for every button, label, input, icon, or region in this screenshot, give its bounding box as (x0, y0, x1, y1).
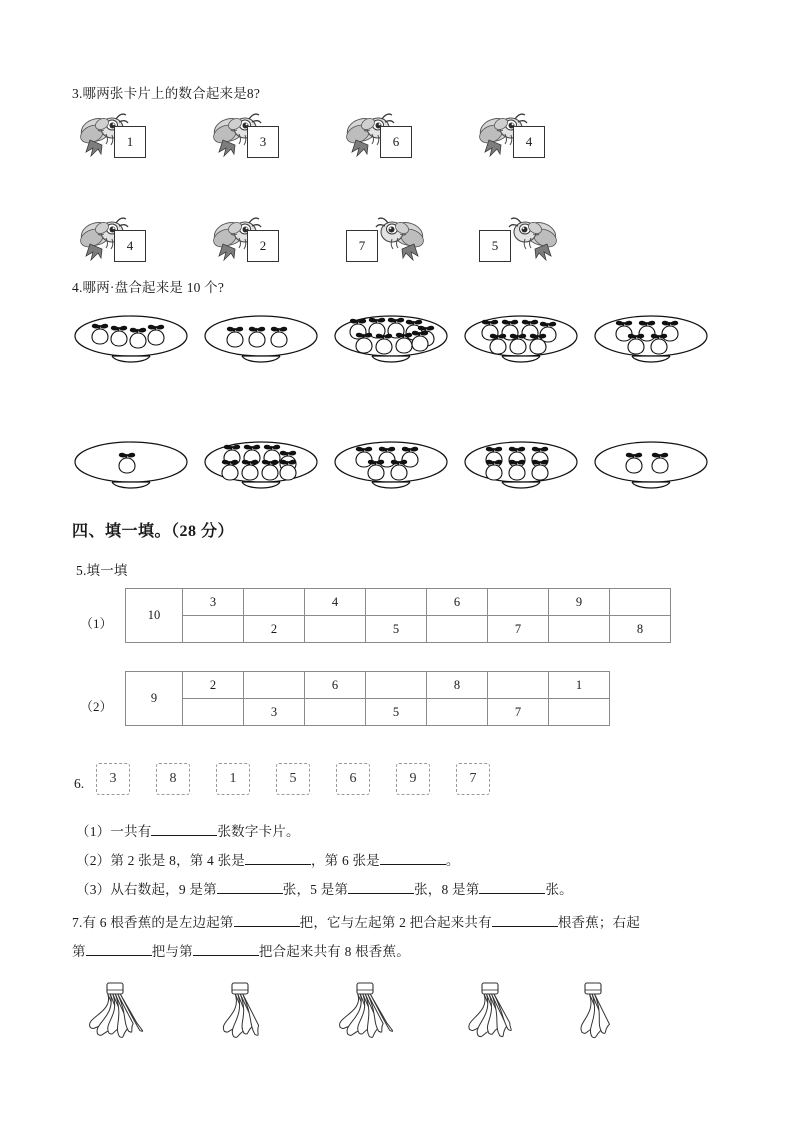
table-cell-value: 5 (366, 616, 427, 643)
banana-bunch[interactable] (322, 980, 418, 1061)
table-cell-blank[interactable] (305, 699, 366, 726)
q7-blank-1[interactable] (234, 926, 300, 927)
apple-icon (540, 322, 556, 342)
q7-blank-4[interactable] (193, 955, 259, 956)
apple-plate[interactable] (462, 438, 580, 501)
table-1-label: （1） (80, 616, 113, 631)
table-cell-blank[interactable] (549, 616, 610, 643)
bee-card-row-2 (76, 212, 716, 272)
banana-bunch-icon (197, 980, 293, 1056)
q6-sub3-text-b: 张，5 是第 (282, 882, 349, 897)
apple-plate[interactable] (592, 438, 710, 501)
fill-table-2[interactable] (125, 671, 610, 726)
q6-sub2-text-b: ，第 6 张是 (310, 853, 380, 868)
question-5-text: 5.填一填 (76, 563, 128, 578)
q6-sub2-text-a: （2）第 2 张是 8，第 4 张是 (76, 853, 245, 868)
bee-number-box[interactable]: 4 (114, 230, 146, 262)
section-4-heading: 四、填一填。（28 分） (72, 523, 235, 540)
number-card[interactable]: 8 (156, 763, 190, 795)
table-cell-value: 4 (305, 589, 366, 616)
q7-blank-3[interactable] (86, 955, 152, 956)
apple-icon (652, 453, 668, 473)
q7-blank-2[interactable] (492, 926, 558, 927)
q7-line2-text-a: 第 (72, 944, 86, 959)
apple-icon (271, 327, 287, 347)
apple-icon (356, 333, 372, 353)
banana-bunch[interactable] (197, 980, 293, 1061)
table-cell-value: 7 (488, 616, 549, 643)
apple-plate-icon (592, 312, 710, 370)
number-card[interactable]: 1 (216, 763, 250, 795)
apple-icon (412, 331, 428, 351)
table-cell-value: 3 (183, 589, 244, 616)
table-lead-cell: 9 (126, 672, 183, 726)
apple-plate[interactable] (332, 312, 450, 375)
apple-plate[interactable] (202, 438, 320, 501)
apple-plate[interactable] (202, 312, 320, 375)
apple-plate-row-1 (72, 312, 732, 382)
bee-icon (370, 214, 428, 266)
table-cell-blank[interactable] (488, 672, 549, 699)
question-7-line-1 (72, 913, 640, 933)
apple-icon (509, 460, 525, 480)
number-card[interactable]: 3 (96, 763, 130, 795)
apple-icon (111, 326, 127, 346)
apple-plate-icon (72, 438, 190, 496)
bee-card-row-1 (76, 108, 716, 168)
table-cell-blank[interactable] (488, 589, 549, 616)
bee-card-item (475, 108, 571, 166)
table-row (126, 672, 610, 699)
banana-bunch[interactable] (72, 980, 168, 1061)
apple-plate-icon (332, 312, 450, 370)
bee-number-box[interactable]: 3 (247, 126, 279, 158)
apple-plate[interactable] (592, 312, 710, 375)
table-cell-value: 1 (549, 672, 610, 699)
bee-card-item (76, 108, 172, 166)
apple-icon (376, 334, 392, 354)
apple-icon (222, 460, 238, 480)
q6-blank-1[interactable] (151, 835, 217, 836)
table-cell-blank[interactable] (366, 589, 427, 616)
bee-number-box[interactable]: 2 (247, 230, 279, 262)
apple-icon (626, 453, 642, 473)
question-7-line-2 (72, 942, 410, 962)
number-card[interactable]: 7 (456, 763, 490, 795)
bee-number-box[interactable]: 5 (479, 230, 511, 262)
q7-line2-text-c: 把合起来共有 8 根香蕉。 (258, 944, 410, 959)
apple-plate-icon (462, 438, 580, 496)
apple-icon (280, 460, 296, 480)
q6-sub1-text-a: （1）一共有 (76, 824, 152, 839)
table-cell-value: 7 (488, 699, 549, 726)
number-card[interactable]: 5 (276, 763, 310, 795)
q7-line1-text-c: 根香蕉；右起 (557, 915, 641, 930)
q6-blank-5[interactable] (348, 893, 414, 894)
table-row (126, 589, 671, 616)
banana-bunch-row (72, 980, 672, 1060)
apple-icon (92, 324, 108, 344)
bee-number-box[interactable]: 7 (346, 230, 378, 262)
q6-sub1-text-b: 张数字卡片。 (217, 824, 300, 839)
bee-number-box[interactable]: 6 (380, 126, 412, 158)
question-3-text: 3.哪两张卡片上的数合起来是8? (72, 86, 261, 101)
table-cell-value: 6 (305, 672, 366, 699)
apple-icon (396, 333, 412, 353)
q6-sub2-text-c: 。 (445, 853, 460, 868)
q6-blank-6[interactable] (479, 893, 545, 894)
table-row (126, 699, 610, 726)
table-cell-blank[interactable] (427, 699, 488, 726)
q6-blank-3[interactable] (380, 864, 446, 865)
q7-line1-text-b: 把，它与左起第 2 把合起来共有 (299, 915, 492, 930)
q6-blank-4[interactable] (217, 893, 283, 894)
fill-table-1[interactable] (125, 588, 671, 643)
q7-line1-text-a: 7.有 6 根香蕉的是左边起第 (72, 915, 234, 930)
apple-icon (651, 334, 667, 354)
banana-bunch[interactable] (447, 980, 543, 1061)
apple-plate-icon (332, 438, 450, 496)
table-row (126, 616, 671, 643)
q7-line2-text-b: 把与第 (151, 944, 193, 959)
table-cell-value: 9 (549, 589, 610, 616)
table-cell-blank[interactable] (610, 589, 671, 616)
apple-plate[interactable] (462, 312, 580, 375)
table-cell-blank[interactable] (366, 672, 427, 699)
number-card[interactable]: 6 (336, 763, 370, 795)
apple-icon (510, 334, 526, 354)
apple-icon (628, 334, 644, 354)
apple-icon (249, 327, 265, 347)
question-4-text: 4.哪两·盘合起来是 10 个? (72, 280, 225, 295)
apple-plate-icon (202, 438, 320, 496)
apple-icon (391, 460, 407, 480)
bee-number-box[interactable]: 1 (114, 126, 146, 158)
table-cell-value: 5 (366, 699, 427, 726)
apple-icon (486, 460, 502, 480)
bee-card-item (342, 212, 438, 270)
question-6-sub-3 (76, 880, 573, 900)
apple-icon (130, 328, 146, 348)
bee-card-item (209, 108, 305, 166)
apple-plate-icon (592, 438, 710, 496)
table-cell-value: 6 (427, 589, 488, 616)
q6-sub3-text-c: 张，8 是第 (414, 882, 480, 897)
apple-plate[interactable] (72, 438, 190, 501)
q6-sub3-text-d: 张。 (545, 882, 573, 897)
table-cell-value: 8 (610, 616, 671, 643)
question-6-number: 6. (74, 776, 85, 791)
banana-bunch-icon (72, 980, 168, 1056)
banana-bunch[interactable] (550, 980, 646, 1061)
table-cell-blank[interactable] (183, 699, 244, 726)
bee-card-item (475, 212, 571, 270)
apple-plate[interactable] (332, 438, 450, 501)
bee-card-item (342, 108, 438, 166)
table-cell-blank[interactable] (549, 699, 610, 726)
apple-plate[interactable] (72, 312, 190, 375)
table-cell-value: 3 (244, 699, 305, 726)
apple-plate-row-2 (72, 438, 732, 508)
bee-icon (503, 214, 561, 266)
apple-icon (227, 327, 243, 347)
banana-bunch-icon (447, 980, 543, 1056)
banana-bunch-icon (550, 980, 646, 1056)
question-6-sub-1 (76, 822, 300, 842)
question-6-sub-2 (76, 851, 460, 871)
table-cell-blank[interactable] (244, 672, 305, 699)
table-cell-value: 2 (244, 616, 305, 643)
bee-number-box[interactable]: 4 (513, 126, 545, 158)
apple-icon (368, 460, 384, 480)
table-cell-blank[interactable] (305, 616, 366, 643)
bee-card-item (76, 212, 172, 270)
number-card-row (96, 763, 516, 797)
number-card[interactable]: 9 (396, 763, 430, 795)
table-lead-cell: 10 (126, 589, 183, 643)
apple-plate-icon (462, 312, 580, 370)
apple-plate-icon (202, 312, 320, 370)
apple-icon (532, 460, 548, 480)
apple-icon (242, 460, 258, 480)
apple-icon (119, 453, 135, 473)
table-2-label: （2） (80, 699, 113, 714)
table-cell-blank[interactable] (183, 616, 244, 643)
apple-plate-icon (72, 312, 190, 370)
bee-card-item (209, 212, 305, 270)
table-cell-value: 2 (183, 672, 244, 699)
table-cell-blank[interactable] (427, 616, 488, 643)
apple-icon (148, 325, 164, 345)
table-cell-value: 8 (427, 672, 488, 699)
apple-icon (262, 460, 278, 480)
table-cell-blank[interactable] (244, 589, 305, 616)
apple-icon (530, 334, 546, 354)
q6-sub3-text-a: （3）从右数起，9 是第 (76, 882, 217, 897)
q6-blank-2[interactable] (245, 864, 311, 865)
apple-icon (490, 334, 506, 354)
banana-bunch-icon (322, 980, 418, 1056)
